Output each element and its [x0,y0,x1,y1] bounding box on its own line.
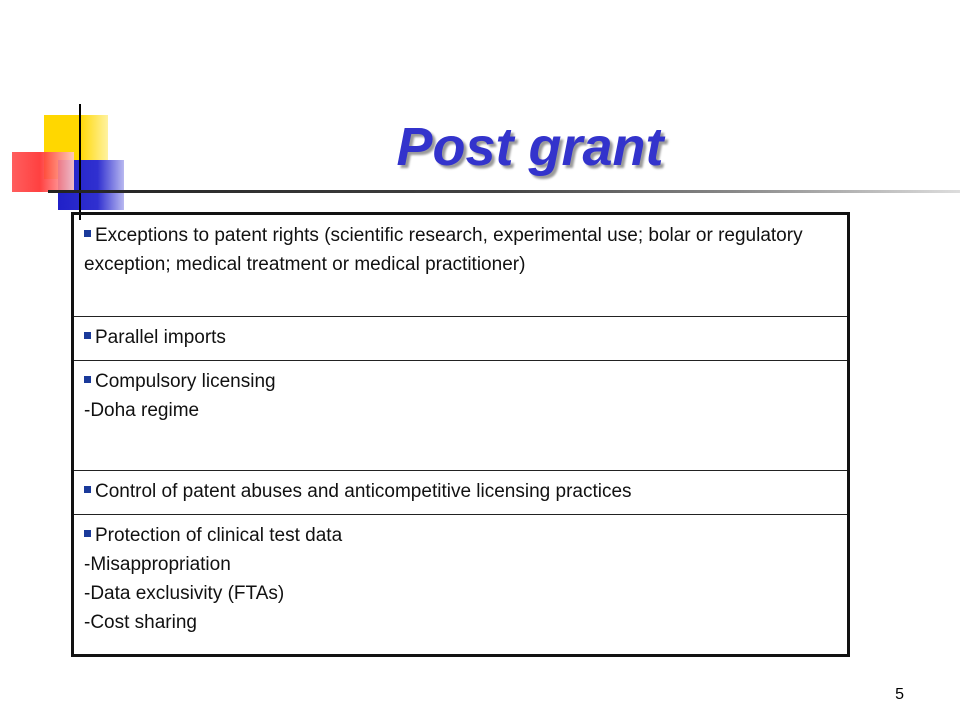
square-bullet-icon [84,376,91,383]
square-bullet-icon [84,230,91,237]
sub-line: -Data exclusivity (FTAs) [84,583,285,604]
page-number: 5 [895,686,904,703]
content-table [71,212,850,657]
sub-line: -Doha regime [84,400,200,421]
table-cell [73,317,849,361]
square-bullet-icon [84,486,91,493]
title-underline [48,190,960,193]
bullet-text: Control of patent abuses and anticompetitive licensing practices [95,481,632,502]
square-bullet-icon [84,530,91,537]
table-row [73,317,849,361]
table-cell [73,471,849,515]
table-row [73,515,849,656]
decor-vertical-line [79,104,81,220]
bullet-text: Compulsory licensing [95,371,276,392]
sub-line: -Misappropriation [84,554,231,575]
table-row [73,471,849,515]
slide-title: Post grant [396,117,664,177]
bullet-text: Parallel imports [95,327,226,348]
table-row [73,361,849,471]
bullet-text: Exceptions to patent rights (scientific research, experimental use; bolar or regulatory exception; medical treatment or medical practitioner) [84,225,803,275]
table-cell [73,361,849,471]
decor-red-square [12,152,74,192]
table-row [73,214,849,317]
table-cell [73,214,849,317]
square-bullet-icon [84,332,91,339]
bullet-text: Protection of clinical test data [95,525,343,546]
table-cell [73,515,849,656]
sub-line: -Cost sharing [84,612,197,633]
